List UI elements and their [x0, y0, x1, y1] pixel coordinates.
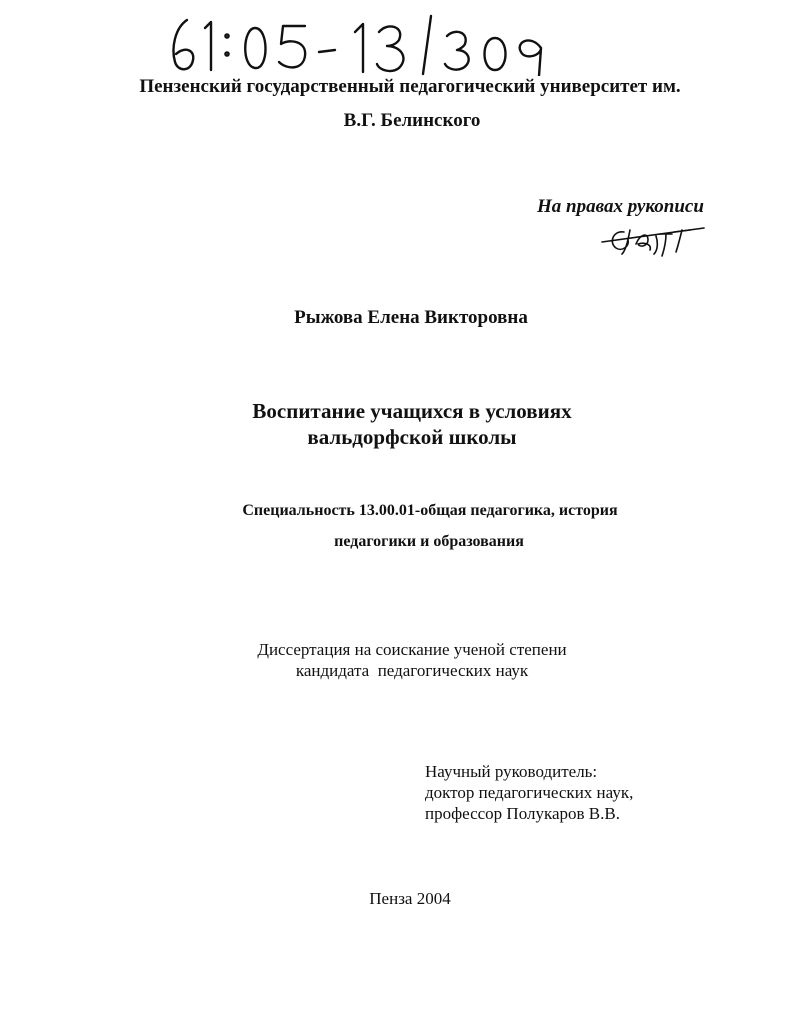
degree-line1: Диссертация на соискание ученой степени	[257, 640, 567, 659]
specialty-line2: педагогики и образования	[334, 533, 524, 550]
degree-line2: кандидата педагогических наук	[295, 661, 529, 680]
dissertation-title-line1: Воспитание учащихся в условиях	[252, 399, 572, 423]
author-name: Рыжова Елена Викторовна	[294, 307, 528, 328]
supervisor-degree: доктор педагогических наук,	[425, 783, 634, 802]
university-name-line2: В.Г. Белинского	[343, 110, 481, 131]
university-name-line1: Пензенский государственный педагогический университет им.	[139, 76, 681, 97]
handwritten-archive-code	[165, 14, 565, 76]
handwritten-signature	[600, 220, 710, 258]
specialty-line1: Специальность 13.00.01-общая педагогика, история	[242, 502, 618, 519]
rights-note: На правах рукописи	[537, 196, 704, 217]
city-year: Пенза 2004	[369, 889, 451, 908]
dissertation-title-line2: вальдорфской школы	[307, 425, 517, 449]
supervisor-heading: Научный руководитель:	[425, 762, 598, 781]
supervisor-name: профессор Полукаров В.В.	[425, 804, 620, 823]
